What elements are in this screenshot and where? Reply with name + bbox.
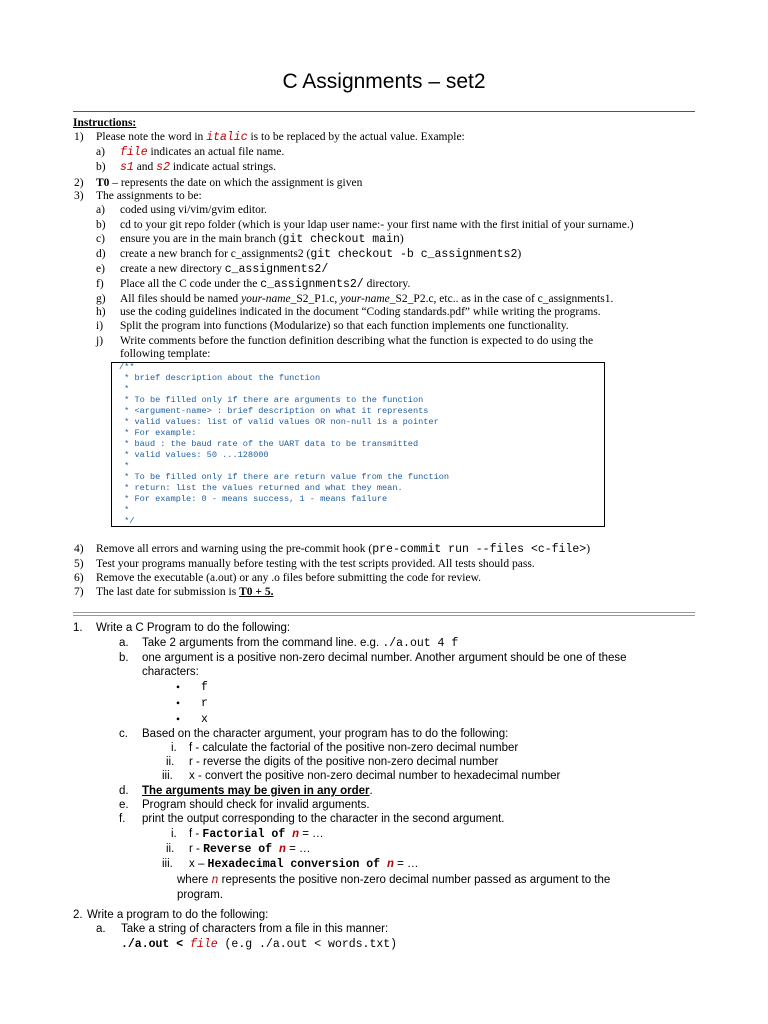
instr-3f: Place all the C code under the c_assignments2/ directory.	[120, 278, 411, 291]
item-num: a.	[119, 637, 129, 649]
comment-template-box	[111, 362, 605, 527]
instr-num: a)	[96, 146, 105, 158]
question-title: Write a program to do the following:	[87, 909, 269, 921]
q2-item-a: Take a string of characters from a file in this manner:	[121, 923, 389, 935]
q1-f-iii: x – Hexadecimal conversion of n = …	[189, 858, 419, 871]
q1-c-ii: r - reverse the digits of the positive non-zero decimal number	[189, 756, 499, 768]
q1-item-b-cont: characters:	[142, 666, 199, 678]
sub-num: i.	[171, 828, 177, 840]
item-num: e.	[119, 799, 129, 811]
code-line: * valid values: 50 ...128000	[119, 450, 269, 460]
instr-1a: file indicates an actual file name.	[120, 146, 285, 159]
sub-num: iii.	[162, 858, 173, 870]
q1-item-b: one argument is a positive non-zero decimal number. Another argument should be one of these	[142, 652, 627, 664]
q1-f-i: f - Factorial of n = …	[189, 828, 324, 841]
instr-3: The assignments to be:	[96, 190, 202, 202]
code-line: * To be filled only if there are return value from the function	[119, 472, 450, 482]
instructions-heading: Instructions:	[73, 117, 137, 129]
page-title: C Assignments – set2	[282, 70, 486, 93]
bullet-icon: •	[176, 682, 181, 694]
sub-num: iii.	[162, 770, 173, 782]
instr-3d: create a new branch for c_assignments2 (git checkout -b c_assignments2)	[120, 248, 522, 261]
bullet-r: r	[201, 697, 208, 710]
code-line: /**	[119, 362, 135, 372]
item-num: d.	[119, 785, 129, 797]
instr-3c: ensure you are in the main branch (git checkout main)	[120, 233, 404, 246]
item-num: f.	[119, 813, 126, 825]
instr-2: T0 – represents the date on which the assignment is given	[96, 177, 363, 189]
instr-3j-cont: following template:	[120, 348, 211, 360]
instr-3e: create a new directory c_assignments2/	[120, 263, 329, 276]
sub-num: ii.	[166, 843, 175, 855]
q1-item-f: print the output corresponding to the character in the second argument.	[142, 813, 505, 825]
instr-3a: coded using vi/vim/gvim editor.	[120, 204, 267, 216]
instr-num: e)	[96, 263, 105, 275]
instr-5: Test your programs manually before testing with the test scripts provided. All tests should pass.	[96, 558, 535, 570]
instr-6: Remove the executable (a.out) or any .o files before submitting the code for review.	[96, 572, 482, 584]
sub-num: i.	[171, 742, 177, 754]
q1-where-cont: program.	[177, 889, 224, 901]
instr-4: Remove all errors and warning using the pre-commit hook (pre-commit run --files <c-file>)	[96, 543, 591, 556]
item-num: a.	[96, 923, 106, 935]
instr-num: 5)	[74, 558, 84, 570]
code-line: *	[119, 384, 130, 394]
instr-num: b)	[96, 161, 106, 173]
q1-where: where n represents the positive non-zero decimal number passed as argument to the	[177, 874, 611, 887]
instr-num: g)	[96, 293, 106, 305]
q1-item-d: The arguments may be given in any order.	[142, 785, 373, 797]
code-line: * valid values: list of valid values OR non-null is a pointer	[119, 417, 439, 427]
instr-7: The last date for submission is T0 + 5.	[96, 586, 274, 598]
bullet-icon: •	[176, 698, 181, 710]
code-line: * brief description about the function	[119, 373, 321, 383]
code-line: * baud : the baud rate of the UART data to be transmitted	[119, 439, 419, 449]
instr-num: a)	[96, 204, 105, 216]
instr-num: 2)	[74, 177, 84, 189]
item-num: c.	[119, 728, 128, 740]
bullet-icon: •	[176, 714, 181, 726]
bullet-f: f	[201, 681, 208, 694]
q1-item-a: Take 2 arguments from the command line. e.g. ./a.out 4 f	[142, 637, 459, 650]
instr-num: j)	[96, 335, 104, 347]
item-num: b.	[119, 652, 129, 664]
code-line: * For example:	[119, 428, 197, 438]
instr-num: 7)	[74, 586, 84, 598]
code-line: *	[119, 505, 130, 515]
question-number: 1.	[73, 622, 83, 634]
q1-c-iii: x - convert the positive non-zero decimal number to hexadecimal number	[189, 770, 561, 782]
title-divider	[73, 111, 695, 112]
question-title: Write a C Program to do the following:	[96, 622, 291, 634]
instr-3g: All files should be named your-name_S2_P1.c, your-name_S2_P2.c, etc.. as in the case of c_assignments1.	[120, 293, 614, 305]
code-line: *	[119, 461, 130, 471]
instr-num: 6)	[74, 572, 84, 584]
instr-1: Please note the word in italic is to be replaced by the actual value. Example:	[96, 131, 465, 144]
q1-f-ii: r - Reverse of n = …	[189, 843, 311, 856]
code-line: * For example: 0 - means success, 1 - means failure	[119, 494, 388, 504]
section-divider	[73, 615, 695, 616]
instr-num: i)	[96, 320, 104, 332]
instr-3i: Split the program into functions (Modularize) so that each function implements one functionality.	[120, 320, 569, 332]
instr-3h: use the coding guidelines indicated in the document “Coding standards.pdf” while writing the programs.	[120, 306, 601, 318]
instr-1b: s1 and s2 indicate actual strings.	[120, 161, 277, 174]
bullet-x: x	[201, 713, 208, 726]
instr-num: f)	[96, 278, 104, 290]
code-line: * To be filled only if there are arguments to the function	[119, 395, 424, 405]
instr-3j: Write comments before the function definition describing what the function is expected to do using the	[120, 335, 594, 347]
section-divider	[73, 612, 695, 613]
question-number: 2.	[73, 909, 83, 921]
instr-num: 4)	[74, 543, 84, 555]
instr-num: d)	[96, 248, 106, 260]
sub-num: ii.	[166, 756, 175, 768]
instr-num: 1)	[74, 131, 84, 143]
instr-num: c)	[96, 233, 105, 245]
instr-num: 3)	[74, 190, 84, 202]
instr-num: b)	[96, 219, 106, 231]
q2-command: ./a.out < file (e.g ./a.out < words.txt)	[121, 938, 398, 951]
instr-3b: cd to your git repo folder (which is your ldap user name:- your first name with the first initial of your surname.)	[120, 219, 634, 231]
q1-item-c: Based on the character argument, your program has to do the following:	[142, 728, 509, 740]
code-line: * <argument-name> : brief description on what it represents	[119, 406, 429, 416]
q1-item-e: Program should check for invalid arguments.	[142, 799, 370, 811]
instr-num: h)	[96, 306, 106, 318]
code-line: */	[119, 516, 135, 526]
q1-c-i: f - calculate the factorial of the positive non-zero decimal number	[189, 742, 519, 754]
code-line: * return: list the values returned and what they mean.	[119, 483, 403, 493]
